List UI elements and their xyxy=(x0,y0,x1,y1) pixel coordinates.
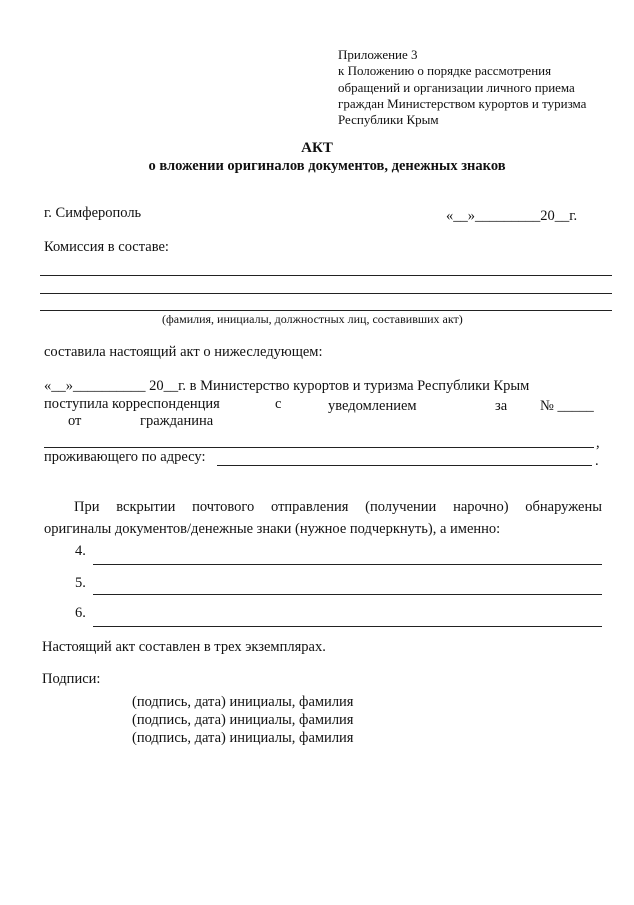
appendix-line: Республики Крым xyxy=(338,112,439,128)
correspondence-word: за xyxy=(495,398,508,414)
opening-paragraph xyxy=(44,496,602,540)
item-number: 6. xyxy=(75,605,86,621)
commission-line[interactable] xyxy=(40,310,612,311)
correspondence-number-field[interactable]: № _____ xyxy=(540,398,594,414)
commission-line[interactable] xyxy=(40,293,612,294)
appendix-note xyxy=(338,47,586,128)
item-line[interactable] xyxy=(93,594,602,595)
address-label: проживающего по адресу: xyxy=(44,449,206,465)
correspondence-text: поступила корреспонденция xyxy=(44,396,220,412)
opening-paragraph-line-2: оригиналы документов/денежные знаки (нужное подчеркнуть), а именно: xyxy=(44,521,501,537)
commission-line[interactable] xyxy=(40,275,612,276)
commission-caption: (фамилия, инициалы, должностных лиц, составивших акт) xyxy=(162,312,463,326)
correspondence-line-1: «__»__________ 20__г. в Министерство курортов и туризма Республики Крым xyxy=(44,378,530,394)
address-line[interactable] xyxy=(217,465,592,466)
appendix-line: граждан Министерством курортов и туризма xyxy=(338,95,587,111)
appendix-line: обращений и организации личного приема xyxy=(338,79,575,95)
item-line[interactable] xyxy=(93,564,602,565)
place-label: г. Симферополь xyxy=(44,205,142,221)
statement-text: составила настоящий акт о нижеследующем: xyxy=(44,344,323,360)
signature-lines xyxy=(132,693,353,747)
item-number: 4. xyxy=(75,543,86,559)
citizen-name-line[interactable] xyxy=(44,447,594,448)
date-field[interactable]: «__»_________20__г. xyxy=(446,208,578,224)
signature-line: (подпись, дата) инициалы, фамилия xyxy=(132,694,354,710)
signature-line: (подпись, дата) инициалы, фамилия xyxy=(132,730,354,746)
opening-paragraph-line-1: При вскрытии почтового отправления (получении нарочно) обнаружены xyxy=(74,499,602,515)
comma-mark: , xyxy=(596,435,600,451)
correspondence-word: от xyxy=(68,413,82,429)
signature-line: (подпись, дата) инициалы, фамилия xyxy=(132,712,354,728)
copies-note: Настоящий акт составлен в трех экземплярах. xyxy=(42,639,326,655)
correspondence-word: гражданина xyxy=(140,413,214,429)
appendix-line: к Положению о порядке рассмотрения xyxy=(338,63,552,79)
item-number: 5. xyxy=(75,575,86,591)
correspondence-word: уведомлением xyxy=(328,398,417,414)
correspondence-word: с xyxy=(275,396,282,412)
commission-label: Комиссия в составе: xyxy=(44,239,169,255)
document-title: АКТ xyxy=(301,140,333,156)
document-subtitle: о вложении оригиналов документов, денежных знаков xyxy=(148,158,506,174)
signatures-label: Подписи: xyxy=(42,671,101,687)
appendix-line: Приложение 3 xyxy=(338,47,418,62)
item-line[interactable] xyxy=(93,626,602,627)
period-mark: . xyxy=(595,453,599,469)
